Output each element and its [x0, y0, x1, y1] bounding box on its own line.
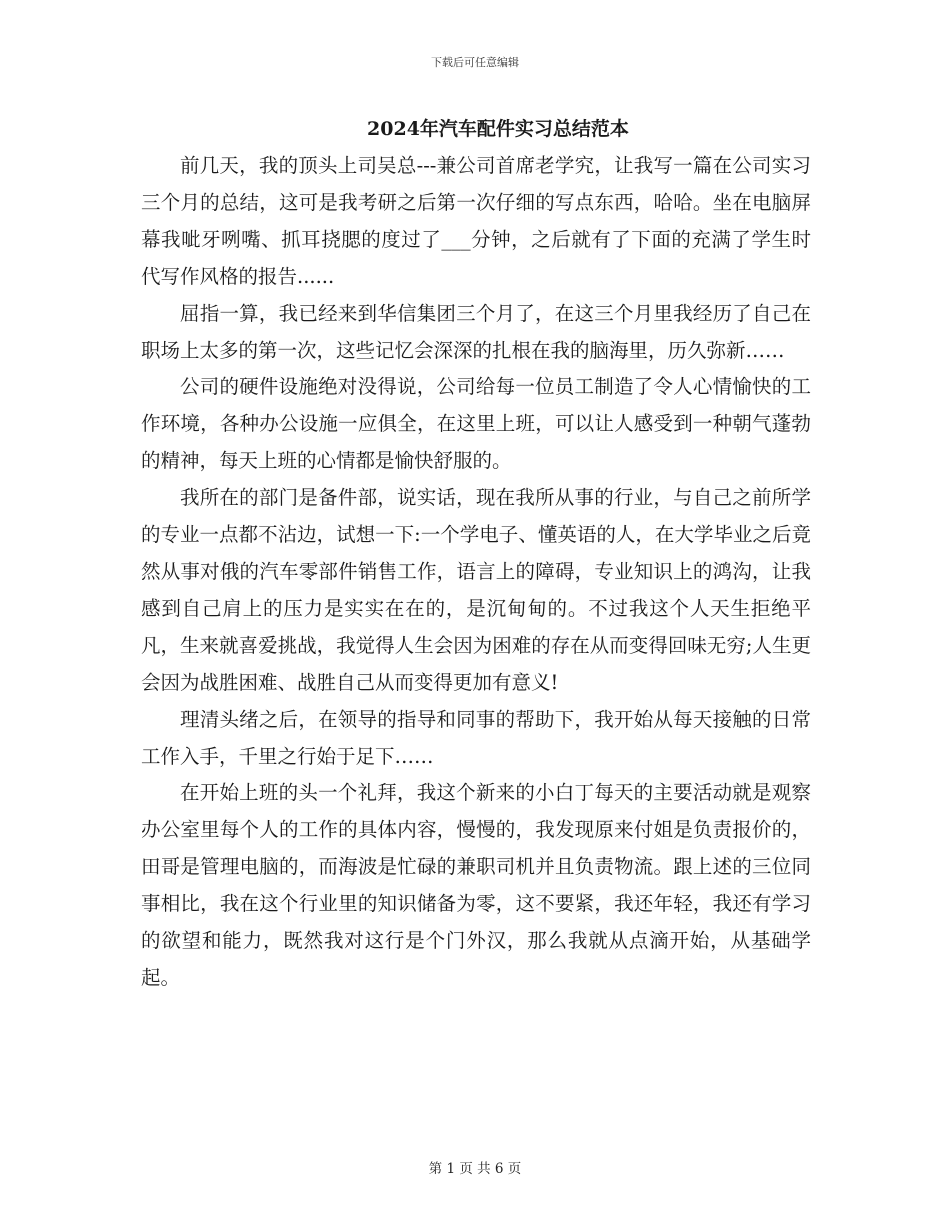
paragraph: 前几天，我的顶头上司吴总---兼公司首席老学究，让我写一篇在公司实习三个月的总结，这可是我考研之后第一次仔细的写点东西，哈哈。坐在电脑屏幕我呲牙咧嘴、抓耳挠腮的度过了___分钟，之后就有了下面的充满了学生时代写作风格的报告...... — [141, 154, 811, 288]
paragraph: 屈指一算，我已经来到华信集团三个月了，在这三个月里我经历了自己在职场上太多的第一次，这些记忆会深深的扎根在我的脑海里，历久弥新…… — [141, 301, 811, 362]
page-number-footer: 第 1 页 共 6 页 — [428, 1161, 522, 1177]
page-header-note: 下载后可任意编辑 — [431, 56, 519, 69]
paragraph: 在开始上班的头一个礼拜，我这个新来的小白丁每天的主要活动就是观察办公室里每个人的工作的具体内容，慢慢的，我发现原来付姐是负责报价的，田哥是管理电脑的，而海波是忙碌的兼职司机并且负责物流。跟上述的三位同事相比，我在这个行业里的知识储备为零，这不要紧，我还年轻，我还有学习的欲望和能力，既然我对这行是个门外汉，那么我就从点滴开始，从基础学起。 — [141, 781, 811, 989]
paragraph: 理清头绪之后，在领导的指导和同事的帮助下，我开始从每天接触的日常工作入手，千里之行始于足下…… — [141, 707, 811, 768]
paragraph: 我所在的部门是备件部，说实话，现在我所从事的行业，与自己之前所学的专业一点都不沾边，试想一下:一个学电子、懂英语的人，在大学毕业之后竟然从事对俄的汽车零部件销售工作，语言上的障碍，专业知识上的鸿沟，让我感到自己肩上的压力是实实在在的，是沉甸甸的。不过我这个人天生拒绝平凡，生来就喜爱挑战，我觉得人生会因为困难的存在从而变得回味无穷;人生更会因为战胜困难、战胜自己从而变得更加有意义! — [141, 486, 811, 694]
paragraph: 公司的硬件设施绝对没得说，公司给每一位员工制造了令人心情愉快的工作环境，各种办公设施一应俱全，在这里上班，可以让人感受到一种朝气蓬勃的精神，每天上班的心情都是愉快舒服的。 — [141, 375, 811, 473]
document-title: 2024年汽车配件实习总结范本 — [367, 118, 629, 140]
document-body — [141, 148, 811, 997]
